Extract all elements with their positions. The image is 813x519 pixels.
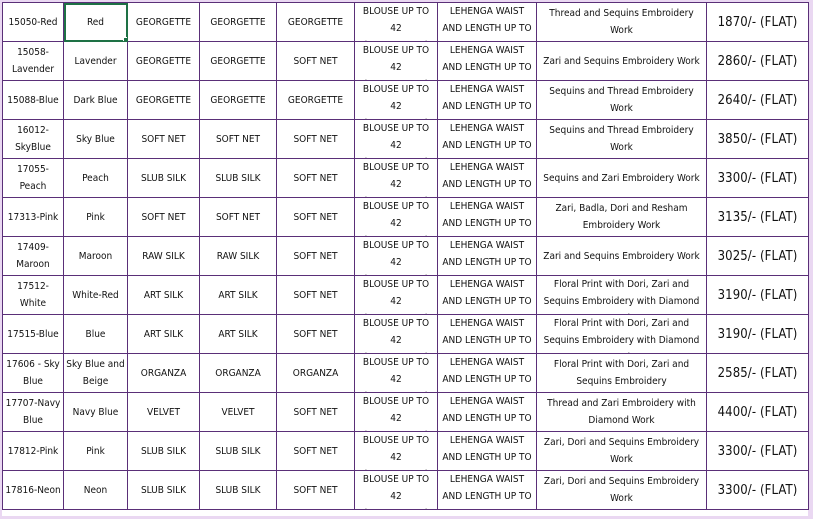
product-code-cell[interactable] (3, 276, 64, 315)
cell-text: 16012-SkyBlue (15, 125, 51, 153)
product-code-cell[interactable] (3, 393, 64, 432)
bottom-fabric-cell[interactable] (200, 3, 277, 42)
top-fabric-cell[interactable] (128, 237, 200, 276)
blouse-size-cell[interactable] (355, 198, 438, 237)
cell-text: SOFT NET (141, 211, 186, 223)
color-cell[interactable] (64, 432, 128, 471)
cell-text: Pink (86, 211, 105, 223)
cell-text: RAW SILK (216, 250, 260, 262)
table-row (3, 81, 809, 120)
bottom-fabric-cell[interactable] (200, 159, 277, 198)
cell-text: Zari, Dori and Sequins Embroidery Work (543, 437, 700, 465)
color-cell[interactable] (64, 120, 128, 159)
cell-text: Floral Print with Dori, Zari and Sequins Embroidery with Diamond (543, 318, 700, 346)
cell-text: 15088-Blue (7, 94, 59, 106)
cell-text: 3300/- (FLAT) (717, 443, 798, 459)
cell-text: ART SILK (143, 289, 184, 301)
cell-text: BLOUSE UP TO 42 (362, 357, 430, 385)
blouse-size-cell[interactable] (355, 354, 438, 393)
cell-text: SOFT NET (293, 250, 338, 262)
cell-text: 15050-Red (8, 16, 58, 28)
blouse-size-cell[interactable] (355, 81, 438, 120)
cell-text: 17606 - Sky Blue (6, 359, 60, 387)
cell-text: Dark Blue (73, 94, 118, 106)
price-cell[interactable] (707, 237, 809, 276)
cell-text: 17816-Neon (5, 484, 61, 496)
product-code-cell[interactable] (3, 315, 64, 354)
blouse-size-cell[interactable] (355, 471, 438, 510)
cell-text: GEORGETTE (210, 94, 266, 106)
cell-text: 3300/- (FLAT) (717, 482, 798, 498)
cell-text: 3190/- (FLAT) (717, 326, 798, 342)
color-cell[interactable] (64, 81, 128, 120)
color-cell[interactable] (64, 159, 128, 198)
product-code-cell[interactable] (3, 42, 64, 81)
cell-text: SLUB SILK (140, 484, 187, 496)
dupatta-fabric-cell[interactable] (277, 276, 355, 315)
table-row (3, 393, 809, 432)
cell-text: Maroon (78, 250, 113, 262)
cell-text: BLOUSE UP TO 42 (362, 279, 430, 307)
top-fabric-cell[interactable] (128, 42, 200, 81)
cell-text: LEHENGA WAIST AND LENGTH UP TO (442, 123, 532, 151)
cell-text: LEHENGA WAIST AND LENGTH UP TO (442, 84, 532, 112)
work-description-cell[interactable] (537, 432, 707, 471)
cell-text: BLOUSE UP TO 42 (362, 201, 430, 229)
blouse-size-cell[interactable] (355, 42, 438, 81)
product-code-cell[interactable] (3, 198, 64, 237)
cell-text: GEORGETTE (135, 94, 192, 106)
table-row (3, 471, 809, 510)
lehenga-size-cell[interactable] (438, 393, 537, 432)
cell-text: BLOUSE UP TO 42 (362, 318, 430, 346)
lehenga-size-cell[interactable] (438, 120, 537, 159)
cell-text: Zari and Sequins Embroidery Work (543, 250, 700, 262)
cell-text: SLUB SILK (215, 445, 261, 457)
bottom-fabric-cell[interactable] (200, 81, 277, 120)
bottom-fabric-cell[interactable] (200, 432, 277, 471)
top-fabric-cell[interactable] (128, 159, 200, 198)
price-cell[interactable] (707, 3, 809, 42)
cell-text: LEHENGA WAIST AND LENGTH UP TO (442, 45, 532, 73)
lehenga-size-cell[interactable] (438, 42, 537, 81)
cell-text: 2640/- (FLAT) (717, 92, 798, 108)
cell-text: LEHENGA WAIST AND LENGTH UP TO (442, 357, 532, 385)
cell-text: Zari and Sequins Embroidery Work (543, 55, 700, 67)
cell-text: LEHENGA WAIST AND LENGTH UP TO (442, 201, 532, 229)
cell-text: SOFT NET (215, 211, 261, 223)
cell-text: Sky Blue (76, 133, 115, 145)
cell-text: RAW SILK (142, 250, 185, 262)
work-description-cell[interactable] (537, 354, 707, 393)
blouse-size-cell[interactable] (355, 393, 438, 432)
cell-text: Floral Print with Dori, Zari and Sequins Embroidery (553, 359, 690, 387)
cell-text: 17055-Peach (17, 164, 49, 192)
table-row (3, 354, 809, 393)
cell-text: BLOUSE UP TO 42 (362, 474, 430, 502)
color-cell[interactable] (64, 354, 128, 393)
price-cell[interactable] (707, 159, 809, 198)
top-fabric-cell[interactable] (128, 432, 200, 471)
work-description-cell[interactable] (537, 120, 707, 159)
top-fabric-cell[interactable] (128, 471, 200, 510)
lehenga-size-cell[interactable] (438, 354, 537, 393)
cell-text: Peach (82, 172, 109, 184)
cell-text: ORGANZA (292, 367, 339, 379)
work-description-cell[interactable] (537, 81, 707, 120)
top-fabric-cell[interactable] (128, 354, 200, 393)
cell-text: BLOUSE UP TO 42 (362, 162, 430, 190)
product-code-cell[interactable] (3, 3, 64, 42)
product-code-cell[interactable] (3, 354, 64, 393)
cell-text: SOFT NET (293, 55, 338, 67)
blouse-size-cell[interactable] (355, 120, 438, 159)
cell-text: SOFT NET (293, 289, 338, 301)
cell-text: Floral Print with Dori, Zari and Sequins Embroidery with Diamond (543, 279, 700, 307)
cell-text: LEHENGA WAIST AND LENGTH UP TO (442, 474, 532, 502)
product-table (2, 2, 809, 510)
cell-text: Neon (83, 484, 108, 496)
dupatta-fabric-cell[interactable] (277, 198, 355, 237)
cell-text: 1870/- (FLAT) (717, 14, 798, 30)
cell-text: GEORGETTE (135, 55, 192, 67)
cell-text: Thread and Zari Embroidery with Diamond Work (547, 398, 696, 426)
price-cell[interactable] (707, 432, 809, 471)
cell-text: Pink (86, 445, 105, 457)
bottom-fabric-cell[interactable] (200, 315, 277, 354)
price-cell[interactable] (707, 354, 809, 393)
spreadsheet-grid (2, 2, 808, 516)
dupatta-fabric-cell[interactable] (277, 81, 355, 120)
table-row (3, 42, 809, 81)
price-cell[interactable] (707, 120, 809, 159)
cell-text: SOFT NET (293, 484, 338, 496)
lehenga-size-cell[interactable] (438, 471, 537, 510)
blouse-size-cell[interactable] (355, 276, 438, 315)
price-cell[interactable] (707, 81, 809, 120)
cell-text: GEORGETTE (287, 16, 344, 28)
cell-text: 17512-White (17, 281, 49, 309)
blouse-size-cell[interactable] (355, 159, 438, 198)
table-row (3, 276, 809, 315)
cell-text: GEORGETTE (287, 94, 344, 106)
cell-text: SOFT NET (215, 133, 261, 145)
color-cell-selected[interactable] (64, 3, 128, 42)
price-cell[interactable] (707, 198, 809, 237)
cell-text: Sequins and Thread Embroidery Work (549, 86, 694, 114)
bottom-fabric-cell[interactable] (200, 276, 277, 315)
cell-text: 3025/- (FLAT) (717, 248, 798, 264)
cell-text: LEHENGA WAIST AND LENGTH UP TO (442, 240, 532, 268)
cell-text: Red (86, 16, 105, 28)
cell-text: 3190/- (FLAT) (717, 287, 798, 303)
cell-text: Sequins and Zari Embroidery Work (543, 172, 700, 184)
cell-text: SOFT NET (293, 445, 338, 457)
dupatta-fabric-cell[interactable] (277, 315, 355, 354)
bottom-fabric-cell[interactable] (200, 354, 277, 393)
cell-text: GEORGETTE (210, 16, 266, 28)
cell-text: 17409-Maroon (16, 242, 50, 270)
cell-text: LEHENGA WAIST AND LENGTH UP TO (442, 318, 532, 346)
table-row (3, 120, 809, 159)
table-row (3, 159, 809, 198)
dupatta-fabric-cell[interactable] (277, 3, 355, 42)
cell-text: VELVET (221, 406, 255, 418)
top-fabric-cell[interactable] (128, 276, 200, 315)
cell-text: VELVET (146, 406, 181, 418)
work-description-cell[interactable] (537, 315, 707, 354)
dupatta-fabric-cell[interactable] (277, 120, 355, 159)
cell-text: 17707-Navy Blue (5, 398, 61, 426)
work-description-cell[interactable] (537, 393, 707, 432)
cell-text: 15058-Lavender (11, 47, 55, 75)
cell-text: LEHENGA WAIST AND LENGTH UP TO (442, 435, 532, 463)
bottom-fabric-cell[interactable] (200, 393, 277, 432)
work-description-cell[interactable] (537, 159, 707, 198)
work-description-cell[interactable] (537, 237, 707, 276)
cell-text: Blue (85, 328, 106, 340)
cell-text: ART SILK (218, 328, 258, 340)
product-code-cell[interactable] (3, 120, 64, 159)
cell-text: 3300/- (FLAT) (717, 170, 798, 186)
product-code-cell[interactable] (3, 432, 64, 471)
price-cell[interactable] (707, 393, 809, 432)
cell-text: SLUB SILK (140, 445, 187, 457)
cell-text: 4400/- (FLAT) (717, 404, 798, 420)
cell-text: 17812-Pink (7, 445, 59, 457)
price-cell[interactable] (707, 315, 809, 354)
cell-text: LEHENGA WAIST AND LENGTH UP TO (442, 162, 532, 190)
top-fabric-cell[interactable] (128, 3, 200, 42)
dupatta-fabric-cell[interactable] (277, 42, 355, 81)
lehenga-size-cell[interactable] (438, 3, 537, 42)
price-cell[interactable] (707, 471, 809, 510)
cell-text: Zari, Dori and Sequins Embroidery Work (543, 476, 700, 504)
work-description-cell[interactable] (537, 198, 707, 237)
cell-text: 17313-Pink (7, 211, 59, 223)
cell-text: Navy Blue (72, 406, 119, 418)
cell-text: BLOUSE UP TO 42 (362, 84, 430, 112)
lehenga-size-cell[interactable] (438, 432, 537, 471)
table-row (3, 237, 809, 276)
cell-text: GEORGETTE (210, 55, 266, 67)
lehenga-size-cell[interactable] (438, 237, 537, 276)
top-fabric-cell[interactable] (128, 393, 200, 432)
dupatta-fabric-cell[interactable] (277, 393, 355, 432)
cell-text: 2860/- (FLAT) (717, 53, 798, 69)
work-description-cell[interactable] (537, 42, 707, 81)
blouse-size-cell[interactable] (355, 3, 438, 42)
dupatta-fabric-cell[interactable] (277, 159, 355, 198)
cell-text: Lavender (74, 55, 117, 67)
color-cell[interactable] (64, 393, 128, 432)
product-code-cell[interactable] (3, 81, 64, 120)
cell-text: BLOUSE UP TO 42 (362, 45, 430, 73)
table-row (3, 432, 809, 471)
table-row (3, 3, 809, 42)
cell-text: BLOUSE UP TO 42 (362, 396, 430, 424)
work-description-cell[interactable] (537, 276, 707, 315)
cell-text: SOFT NET (293, 133, 338, 145)
blouse-size-cell[interactable] (355, 315, 438, 354)
lehenga-size-cell[interactable] (438, 315, 537, 354)
cell-text: SLUB SILK (215, 484, 261, 496)
cell-text: SOFT NET (293, 328, 338, 340)
dupatta-fabric-cell[interactable] (277, 237, 355, 276)
cell-text: GEORGETTE (135, 16, 192, 28)
top-fabric-cell[interactable] (128, 198, 200, 237)
work-description-cell[interactable] (537, 3, 707, 42)
cell-text: Sky Blue and Beige (66, 359, 125, 387)
bottom-fabric-cell[interactable] (200, 471, 277, 510)
cell-text: BLOUSE UP TO 42 (362, 6, 430, 34)
dupatta-fabric-cell[interactable] (277, 471, 355, 510)
price-cell[interactable] (707, 42, 809, 81)
bottom-fabric-cell[interactable] (200, 237, 277, 276)
cell-text: SOFT NET (293, 406, 338, 418)
cell-text: 3850/- (FLAT) (717, 131, 798, 147)
cell-text: Sequins and Thread Embroidery Work (549, 125, 694, 153)
bottom-fabric-cell[interactable] (200, 198, 277, 237)
top-fabric-cell[interactable] (128, 120, 200, 159)
cell-text: LEHENGA WAIST AND LENGTH UP TO (442, 279, 532, 307)
cell-text: Thread and Sequins Embroidery Work (549, 8, 694, 36)
cell-text: SLUB SILK (140, 172, 187, 184)
cell-text: ORGANZA (215, 367, 261, 379)
price-cell[interactable] (707, 276, 809, 315)
table-row (3, 315, 809, 354)
bottom-fabric-cell[interactable] (200, 42, 277, 81)
top-fabric-cell[interactable] (128, 81, 200, 120)
product-code-cell[interactable] (3, 471, 64, 510)
work-description-cell[interactable] (537, 471, 707, 510)
dupatta-fabric-cell[interactable] (277, 354, 355, 393)
top-fabric-cell[interactable] (128, 315, 200, 354)
color-cell[interactable] (64, 276, 128, 315)
lehenga-size-cell[interactable] (438, 198, 537, 237)
cell-text: ART SILK (143, 328, 184, 340)
blouse-size-cell[interactable] (355, 432, 438, 471)
cell-text: ART SILK (218, 289, 258, 301)
cell-text: 17515-Blue (7, 328, 59, 340)
cell-text: LEHENGA WAIST AND LENGTH UP TO (442, 6, 532, 34)
blouse-size-cell[interactable] (355, 237, 438, 276)
product-code-cell[interactable] (3, 159, 64, 198)
lehenga-size-cell[interactable] (438, 159, 537, 198)
cell-text: BLOUSE UP TO 42 (362, 123, 430, 151)
cell-text: Zari, Badla, Dori and Resham Embroidery Work (555, 203, 688, 231)
bottom-fabric-cell[interactable] (200, 120, 277, 159)
cell-text: BLOUSE UP TO 42 (362, 240, 430, 268)
cell-text: White-Red (72, 289, 119, 301)
cell-text: ORGANZA (140, 367, 187, 379)
product-code-cell[interactable] (3, 237, 64, 276)
color-cell[interactable] (64, 471, 128, 510)
color-cell[interactable] (64, 42, 128, 81)
cell-text: BLOUSE UP TO 42 (362, 435, 430, 463)
cell-text: SLUB SILK (215, 172, 261, 184)
cell-text: SOFT NET (141, 133, 186, 145)
color-cell[interactable] (64, 315, 128, 354)
cell-text: 2585/- (FLAT) (717, 365, 798, 381)
color-cell[interactable] (64, 237, 128, 276)
cell-text: 3135/- (FLAT) (717, 209, 798, 225)
table-row (3, 198, 809, 237)
cell-text: LEHENGA WAIST AND LENGTH UP TO (442, 396, 532, 424)
table-body (3, 3, 809, 510)
color-cell[interactable] (64, 198, 128, 237)
cell-text: SOFT NET (293, 211, 338, 223)
lehenga-size-cell[interactable] (438, 81, 537, 120)
dupatta-fabric-cell[interactable] (277, 432, 355, 471)
cell-text: SOFT NET (293, 172, 338, 184)
lehenga-size-cell[interactable] (438, 276, 537, 315)
